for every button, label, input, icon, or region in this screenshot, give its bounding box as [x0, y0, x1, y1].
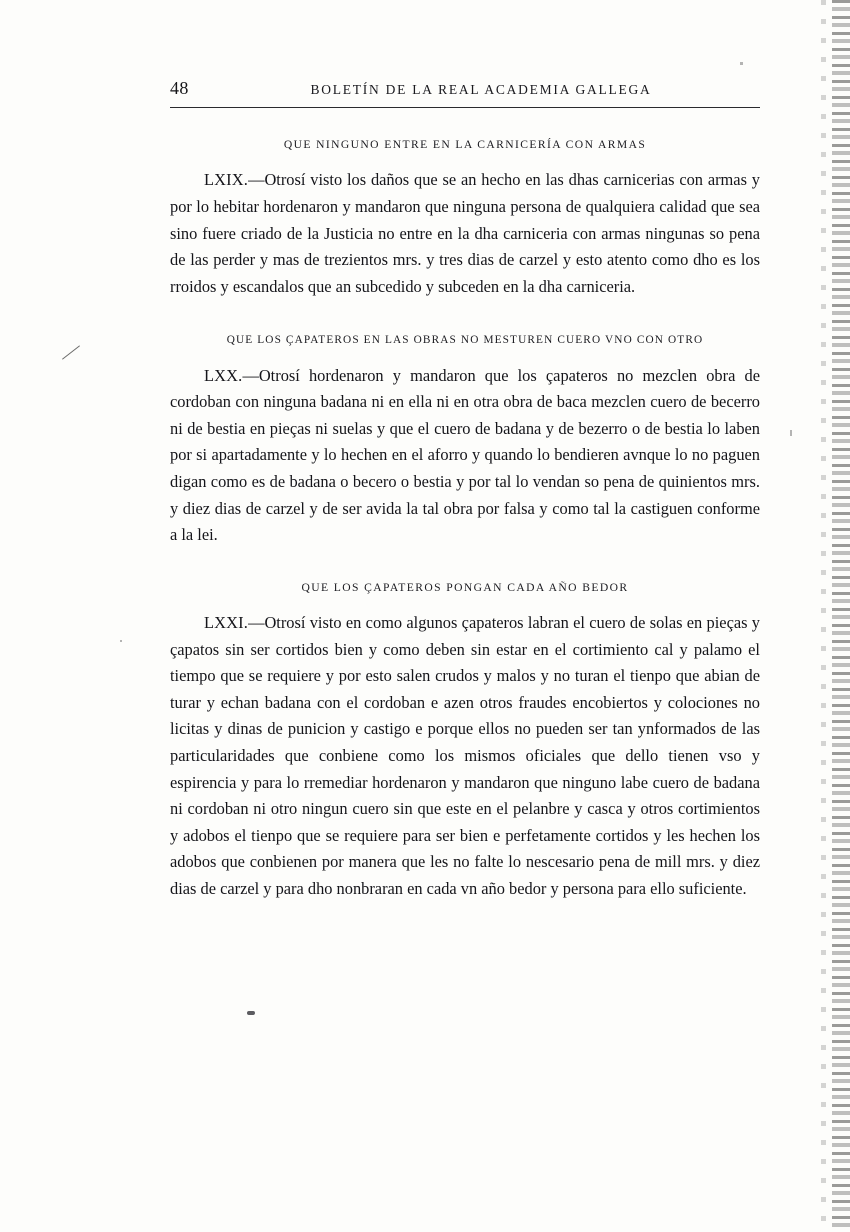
ink-speck: [740, 62, 743, 65]
article-body: —Otrosí visto los daños que se an hecho en las dhas carnicerias con armas y por lo hebitar hordenaron y mandaron que ninguna persona de qualquiera calidad que sea sino fuere criado de la Justicia no entre en la dha carniceria con armas ningunas so pena de las perder y mas de trezientos mrs. y tres dias de carzel y esto atento como dho es los rroidos y escandalos que an subcedido y subceden en la dha carniceria.: [170, 170, 760, 296]
section-paragraph: [170, 363, 760, 549]
ink-speck: [120, 640, 122, 642]
margin-mark: [62, 345, 80, 359]
section-heading: QUE LOS ÇAPATEROS EN LAS OBRAS NO MESTUREN CUERO VNO CON OTRO: [226, 334, 704, 347]
section-heading: QUE NINGUNO ENTRE EN LA CARNICERÍA CON ARMAS: [283, 138, 647, 151]
article-body: —Otrosí hordenaron y mandaron que los çapateros no mezclen obra de cordoban con ninguna badana ni en ella ni en otra obra de baca mezclen cuero de becerro ni de bestia en pieças ni suelas y que el cuero de badana y de bezerro o de bestia lo laben por si apartadamente y lo hechen en el aforro y quando lo bendieren avnque lo no paguen digan como es de badana o becero o bestia y por tal lo vendan so pena de quinientos mrs. y diez dias de carzel y de ser avida la tal obra por falsa y como tal la castiguen conforme a la lei.: [170, 365, 760, 545]
article-number: LXXI.: [204, 613, 249, 633]
article-number: LXIX.: [204, 170, 249, 190]
section-lxx: [170, 334, 760, 548]
page-content: [170, 78, 760, 919]
ink-speck: [790, 430, 792, 436]
section-paragraph: [170, 167, 760, 300]
ink-speck: [247, 1011, 255, 1015]
header-rule: [170, 107, 760, 108]
section-heading: QUE LOS ÇAPATEROS PONGAN CADA AÑO BEDOR: [301, 580, 629, 594]
section-paragraph: [170, 610, 760, 902]
scan-edge-artifact-secondary: [821, 0, 826, 1232]
folio-number: 48: [170, 78, 189, 98]
article-body: —Otrosí visto en como algunos çapateros labran el cuero de solas en pieças y çapatos sin ser cortidos bien y como deben sin estar en el cortimiento cal y palamo el tiempo que se requiere y por esto salen crudos y malos y no turan el tienpo que abian de turar y echan badana con el cordoban e azen otros fraudes encobiertos y colociones no licitas y dinas de punicion y castigo e porque ellos no pueden ser tan ynformados de las particularidades que conbiene como los mismos oficiales que dello tienen vso y espirencia y para lo rremediar hordenaron y mandaron que ninguno labe cuero de badana ni cordoban ni otro ningun cuero sin que este en el pelanbre y casca y otros cortimientos y adobos el tienpo que se requiere para ser bien e perfetamente cortidos y les hechen los adobos que conbienen por manera que les no falte lo nescesario pena de mill mrs. y diez dias de carzel y para dho nonbraran en cada vn año bedor y persona para ello suficiente.: [170, 613, 760, 898]
article-number: LXX.: [204, 365, 243, 385]
scan-edge-artifact: [832, 0, 850, 1232]
running-head-title: BOLETÍN DE LA REAL ACADEMIA GALLEGA: [310, 82, 652, 97]
section-lxxi: [170, 581, 760, 903]
running-header: [170, 78, 760, 99]
section-lxix: [170, 138, 760, 300]
